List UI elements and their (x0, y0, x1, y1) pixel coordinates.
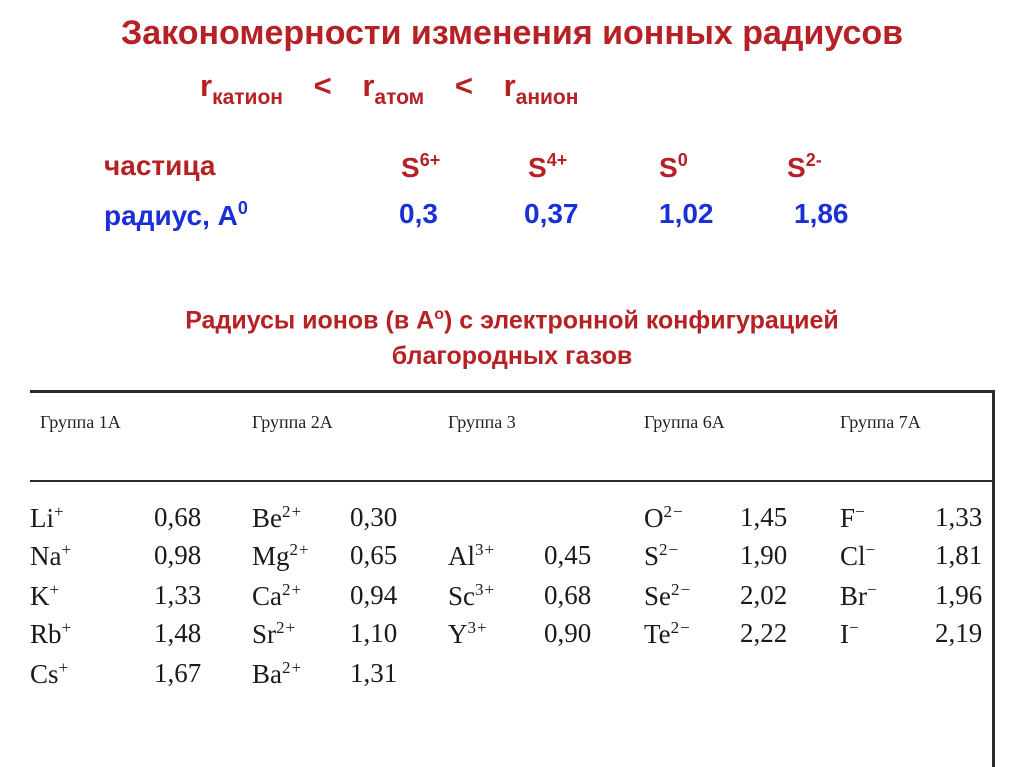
table-top-rule (30, 390, 992, 393)
radius-value: 0,3 (399, 198, 438, 229)
ion-symbol (840, 540, 876, 572)
ion-charge: 2+ (282, 580, 303, 599)
ion-radius-value: 0,94 (350, 580, 398, 610)
ion-element: Na (30, 541, 62, 571)
slide-title: Закономерности изменения ионных радиусов (120, 14, 904, 52)
ion-symbol (448, 618, 488, 650)
ion-symbol (840, 580, 878, 612)
ion-element: I (840, 619, 849, 649)
particle-symbol: S (528, 152, 547, 183)
particle-charge: 0 (677, 150, 688, 170)
formula-less-than-2: < (454, 68, 473, 103)
ion-symbol (252, 580, 302, 612)
formula-less-than-1: < (313, 68, 332, 103)
ion-radius-value: 1,81 (935, 540, 983, 570)
ion-charge: − (867, 580, 878, 599)
ion-symbol (252, 502, 302, 534)
ion-charge: + (61, 618, 73, 637)
table-right-border (992, 390, 995, 767)
particle-row-label: частица (104, 150, 216, 181)
table-header-rule (30, 480, 992, 482)
ion-charge: 3+ (475, 540, 496, 559)
table-caption-line-1 (0, 297, 1024, 338)
ion-radii-table (30, 380, 998, 767)
caption-part: ) с электронной конфигурацией (443, 306, 839, 335)
ion-element: Rb (30, 619, 62, 649)
ion-radius-value: 1,67 (154, 658, 202, 688)
ion-element: Y (448, 619, 468, 649)
ion-element: O (644, 503, 664, 533)
table-caption (0, 297, 1024, 374)
ion-element: Br (840, 581, 867, 611)
ion-radius-value: 1,33 (935, 502, 983, 532)
ion-radius-value: 0,90 (544, 618, 592, 648)
ion-charge: + (49, 580, 61, 599)
ion-radius-value: 0,68 (544, 580, 592, 610)
radius-value: 1,02 (659, 198, 714, 229)
ion-symbol (840, 618, 860, 650)
ion-radius-value: 2,19 (935, 618, 983, 648)
ion-charge: 2− (659, 540, 680, 559)
ion-symbol (644, 580, 691, 612)
ion-charge: 2+ (282, 502, 303, 521)
formula-r-cation: r (200, 68, 213, 103)
ion-symbol (30, 658, 69, 690)
particle-s2minus (787, 150, 822, 184)
ion-element: Ba (252, 659, 282, 689)
ion-charge: 3+ (467, 618, 488, 637)
ion-element: Li (30, 503, 54, 533)
ion-symbol (252, 540, 310, 572)
ion-symbol (252, 618, 296, 650)
ion-radius-value: 2,22 (740, 618, 788, 648)
ion-radius-value: 1,96 (935, 580, 983, 610)
formula-r-anion: r (503, 68, 516, 103)
radius-label-text: радиус, А (104, 200, 238, 231)
ion-symbol (448, 540, 495, 572)
ion-element: Sr (252, 619, 277, 649)
particle-symbol: S (787, 152, 806, 183)
ion-symbol (30, 502, 65, 534)
formula-sub-anion: анион (515, 86, 579, 109)
particle-symbol: S (659, 152, 678, 183)
ion-charge: + (58, 658, 70, 677)
ion-radius-value: 1,48 (154, 618, 202, 648)
ion-symbol (252, 658, 302, 690)
ion-charge: − (849, 618, 860, 637)
radius-label-unit-sup: 0 (237, 198, 248, 218)
ion-charge: 2+ (289, 540, 310, 559)
group-header: Группа 3 (448, 412, 516, 432)
ion-charge: + (61, 540, 73, 559)
particle-charge: 2- (805, 150, 822, 170)
ion-element: Te (644, 619, 671, 649)
ion-radius-value: 0,98 (154, 540, 202, 570)
ion-symbol (644, 540, 679, 572)
ion-symbol (30, 618, 72, 650)
ion-symbol (448, 580, 495, 612)
ion-radius-value: 1,31 (350, 658, 398, 688)
ion-radius-value: 1,90 (740, 540, 788, 570)
ion-element: Mg (252, 541, 290, 571)
ion-element: Al (448, 541, 475, 571)
ion-charge: 3+ (475, 580, 496, 599)
group-header: Группа 1А (40, 412, 121, 432)
ion-radius-value: 1,10 (350, 618, 398, 648)
particle-symbol: S (401, 152, 420, 183)
particle-s0 (659, 150, 688, 184)
ion-charge: 2− (671, 580, 692, 599)
particle-s4 (528, 150, 567, 184)
radius-value: 0,37 (524, 198, 579, 229)
ion-symbol (30, 540, 72, 572)
ion-element: Ca (252, 581, 282, 611)
ion-charge: 2+ (276, 618, 297, 637)
particle-charge: 6+ (419, 150, 441, 170)
ion-charge: 2+ (282, 658, 303, 677)
radius-value: 1,86 (794, 198, 849, 229)
ion-element: Be (252, 503, 282, 533)
formula-r-atom: r (362, 68, 375, 103)
ion-charge: + (54, 502, 65, 521)
particle-s6 (401, 150, 440, 184)
ion-element: K (30, 581, 50, 611)
ion-radius-value: 0,68 (154, 502, 202, 532)
group-header: Группа 6А (644, 412, 725, 432)
ion-symbol (644, 618, 691, 650)
ion-element: F (840, 503, 856, 533)
ion-charge: − (865, 540, 877, 559)
ion-radius-value: 0,30 (350, 502, 398, 532)
caption-sup: о (434, 306, 444, 323)
ion-radius-value: 1,33 (154, 580, 202, 610)
particle-charge: 4+ (546, 150, 568, 170)
ion-element: Se (644, 581, 671, 611)
ion-charge: − (855, 502, 866, 521)
group-header: Группа 2А (252, 412, 333, 432)
ion-radius-value: 2,02 (740, 580, 788, 610)
radius-relation-formula (200, 68, 578, 110)
ion-symbol (30, 580, 60, 612)
ion-charge: 2− (663, 502, 684, 521)
ion-radius-value: 0,45 (544, 540, 592, 570)
formula-sub-cation: катион (212, 86, 283, 109)
ion-symbol (644, 502, 684, 534)
table-caption-line-2: благородных газов (391, 342, 633, 371)
formula-sub-atom: атом (374, 86, 425, 109)
radius-row-label (104, 198, 248, 232)
group-header: Группа 7А (840, 412, 921, 432)
caption-part: Радиусы ионов (в А (185, 306, 435, 335)
ion-element: S (644, 541, 660, 571)
ion-radius-value: 0,65 (350, 540, 398, 570)
ion-radius-value: 1,45 (740, 502, 788, 532)
ion-element: Cl (840, 541, 866, 571)
ion-charge: 2− (670, 618, 691, 637)
ion-symbol (840, 502, 866, 534)
ion-element: Cs (30, 659, 59, 689)
ion-element: Sc (448, 581, 475, 611)
